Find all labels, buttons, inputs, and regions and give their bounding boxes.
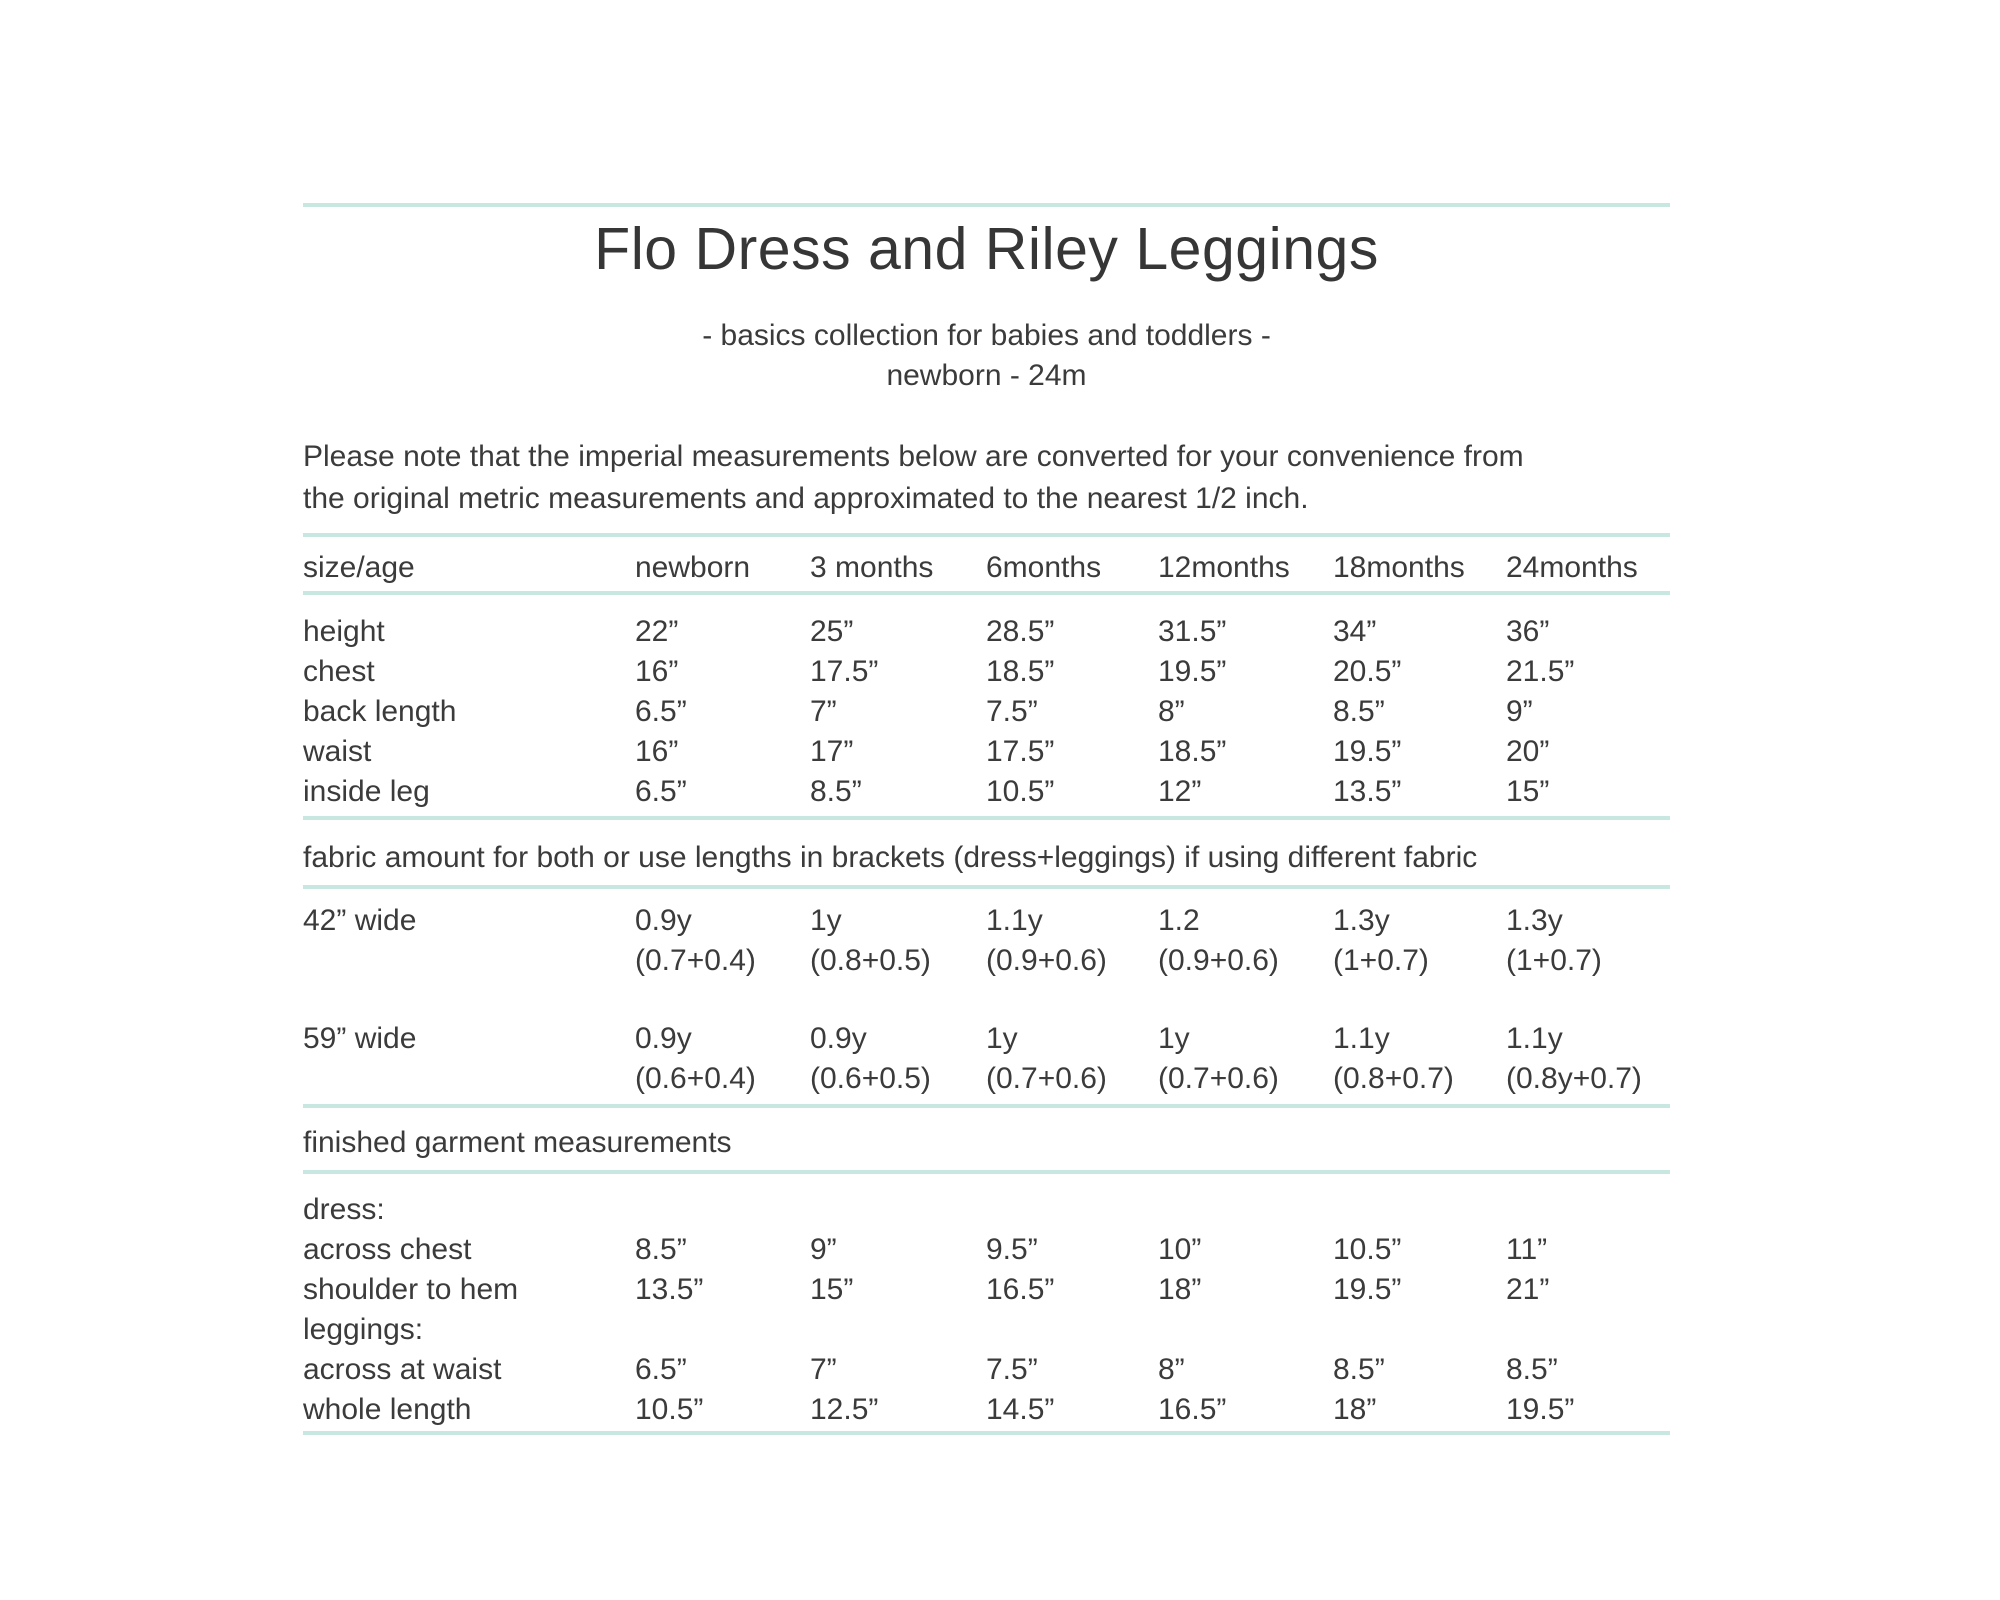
divider-above-finished-section xyxy=(303,1104,1670,1108)
fabric-amount: 1.1y xyxy=(1506,1022,1563,1055)
table-cell: 9” xyxy=(810,1233,837,1266)
conversion-note xyxy=(303,436,1670,520)
table-cell: 21” xyxy=(1506,1273,1550,1306)
row-label: 59” wide xyxy=(303,1022,417,1055)
subtitle-size-range: newborn - 24m xyxy=(886,359,1087,392)
table-row-across-at-waist xyxy=(303,1350,1670,1390)
table-row-chest xyxy=(303,652,1670,692)
table-cell xyxy=(986,1019,1158,1099)
table-cell xyxy=(810,1019,986,1099)
table-cell xyxy=(635,1019,810,1099)
table-cell xyxy=(1158,901,1333,981)
fabric-bracket: (0.6+0.4) xyxy=(635,1062,756,1095)
table-cell: 6.5” xyxy=(635,1353,687,1386)
table-cell: 12.5” xyxy=(810,1393,879,1426)
table-cell: 8” xyxy=(1158,695,1185,728)
table-cell xyxy=(986,901,1158,981)
table-row-back-length xyxy=(303,692,1670,732)
fabric-bracket: (0.7+0.4) xyxy=(635,944,756,977)
table-cell: 13.5” xyxy=(635,1273,704,1306)
divider-below-size-header xyxy=(303,591,1670,595)
table-cell: 9” xyxy=(1506,695,1533,728)
table-cell: 8.5” xyxy=(635,1233,687,1266)
table-cell: 16” xyxy=(635,735,679,768)
table-row-42-wide xyxy=(303,901,1670,981)
table-cell: 34” xyxy=(1333,615,1377,648)
fabric-amount: 1.1y xyxy=(986,904,1043,937)
table-cell: 15” xyxy=(1506,775,1550,808)
table-cell: 8.5” xyxy=(1333,695,1385,728)
table-cell: 10.5” xyxy=(635,1393,704,1426)
fabric-amount: 0.9y xyxy=(810,1022,867,1055)
fabric-amount: 1y xyxy=(810,904,842,937)
finished-table-body xyxy=(303,1190,1670,1430)
column-header-size-age: size/age xyxy=(303,551,415,584)
divider-below-finished-title xyxy=(303,1170,1670,1174)
divider-bottom xyxy=(303,1431,1670,1435)
fabric-amount: 1.2 xyxy=(1158,904,1200,937)
table-cell: 17.5” xyxy=(810,655,879,688)
table-cell: 25” xyxy=(810,615,854,648)
table-cell: 11” xyxy=(1506,1233,1548,1266)
table-cell: 18.5” xyxy=(986,655,1055,688)
size-table-body xyxy=(303,612,1670,812)
fabric-bracket: (0.6+0.5) xyxy=(810,1062,931,1095)
table-cell: 10.5” xyxy=(1333,1233,1402,1266)
table-cell xyxy=(1333,1019,1506,1099)
table-cell: 21.5” xyxy=(1506,655,1575,688)
fabric-amount: 1.1y xyxy=(1333,1022,1390,1055)
table-cell: 10” xyxy=(1158,1233,1202,1266)
fabric-bracket: (1+0.7) xyxy=(1506,944,1602,977)
table-cell: 12” xyxy=(1158,775,1202,808)
fabric-section-title: fabric amount for both or use lengths in brackets (dress+leggings) if using different fabric xyxy=(303,841,1478,874)
table-cell: 6.5” xyxy=(635,775,687,808)
table-row-across-chest xyxy=(303,1230,1670,1270)
row-label: whole length xyxy=(303,1393,472,1426)
row-label: chest xyxy=(303,655,375,688)
conversion-note-line2: the original metric measurements and approximated to the nearest 1/2 inch. xyxy=(303,482,1309,515)
fabric-bracket: (0.9+0.6) xyxy=(986,944,1107,977)
table-cell: 17.5” xyxy=(986,735,1055,768)
table-cell: 8.5” xyxy=(1333,1353,1385,1386)
table-cell: 19.5” xyxy=(1333,735,1402,768)
column-header-18-months: 18months xyxy=(1333,551,1465,584)
fabric-bracket: (0.7+0.6) xyxy=(986,1062,1107,1095)
table-cell xyxy=(1506,901,1670,981)
table-cell: 31.5” xyxy=(1158,615,1227,648)
table-cell: 18” xyxy=(1333,1393,1377,1426)
row-label: height xyxy=(303,615,385,648)
fabric-amount: 0.9y xyxy=(635,904,692,937)
column-header-6-months: 6months xyxy=(986,551,1102,584)
table-cell: 16” xyxy=(635,655,679,688)
fabric-bracket: (0.8+0.5) xyxy=(810,944,931,977)
finished-section-title: finished garment measurements xyxy=(303,1126,732,1159)
table-cell: 16.5” xyxy=(1158,1393,1227,1426)
table-cell xyxy=(635,901,810,981)
table-cell: 8” xyxy=(1158,1353,1185,1386)
subtitle-collection: - basics collection for babies and toddlers - xyxy=(702,319,1271,352)
size-chart-document xyxy=(303,0,1670,1600)
table-cell: 18” xyxy=(1158,1273,1202,1306)
table-cell: 13.5” xyxy=(1333,775,1402,808)
table-row-59-wide xyxy=(303,1019,1670,1099)
row-label: back length xyxy=(303,695,457,728)
table-cell: 20” xyxy=(1506,735,1550,768)
table-cell: 17” xyxy=(810,735,854,768)
row-label: 42” wide xyxy=(303,904,417,937)
group-label: dress: xyxy=(303,1193,385,1226)
table-cell: 19.5” xyxy=(1506,1393,1575,1426)
column-header-newborn: newborn xyxy=(635,551,751,584)
group-label: leggings: xyxy=(303,1313,424,1346)
table-row-height xyxy=(303,612,1670,652)
table-cell: 16.5” xyxy=(986,1273,1055,1306)
table-cell: 7.5” xyxy=(986,695,1038,728)
table-row-whole-length xyxy=(303,1390,1670,1430)
size-table-header-row xyxy=(303,548,1670,588)
fabric-amount: 0.9y xyxy=(635,1022,692,1055)
table-cell xyxy=(1158,1019,1333,1099)
divider-above-fabric-section xyxy=(303,816,1670,820)
fabric-amount: 1y xyxy=(1158,1022,1190,1055)
table-cell xyxy=(1506,1019,1670,1099)
table-cell xyxy=(810,901,986,981)
row-label: across at waist xyxy=(303,1353,502,1386)
table-cell: 19.5” xyxy=(1158,655,1227,688)
fabric-amount: 1.3y xyxy=(1333,904,1390,937)
table-cell: 10.5” xyxy=(986,775,1055,808)
table-row-shoulder-to-hem xyxy=(303,1270,1670,1310)
table-cell: 7” xyxy=(810,695,837,728)
table-cell: 20.5” xyxy=(1333,655,1402,688)
page-title: Flo Dress and Riley Leggings xyxy=(594,216,1379,282)
table-cell: 8.5” xyxy=(1506,1353,1558,1386)
fabric-bracket: (0.9+0.6) xyxy=(1158,944,1279,977)
row-label: inside leg xyxy=(303,775,430,808)
row-label: across chest xyxy=(303,1233,472,1266)
column-header-3-months: 3 months xyxy=(810,551,934,584)
table-cell: 14.5” xyxy=(986,1393,1055,1426)
row-label: waist xyxy=(303,735,372,768)
row-label: shoulder to hem xyxy=(303,1273,519,1306)
table-cell: 7.5” xyxy=(986,1353,1038,1386)
table-cell xyxy=(1333,901,1506,981)
table-row-leggings-group xyxy=(303,1310,1670,1350)
fabric-bracket: (0.8y+0.7) xyxy=(1506,1062,1642,1095)
fabric-bracket: (0.7+0.6) xyxy=(1158,1062,1279,1095)
column-header-24-months: 24months xyxy=(1506,551,1638,584)
table-cell: 22” xyxy=(635,615,679,648)
table-row-dress-group xyxy=(303,1190,1670,1230)
fabric-bracket: (1+0.7) xyxy=(1333,944,1429,977)
fabric-amount: 1.3y xyxy=(1506,904,1563,937)
conversion-note-line1: Please note that the imperial measurements below are converted for your convenience from xyxy=(303,440,1524,473)
fabric-bracket: (0.8+0.7) xyxy=(1333,1062,1454,1095)
divider-above-size-table xyxy=(303,533,1670,537)
table-cell: 19.5” xyxy=(1333,1273,1402,1306)
divider-below-fabric-title xyxy=(303,885,1670,889)
table-cell: 36” xyxy=(1506,615,1550,648)
table-row-inside-leg xyxy=(303,772,1670,812)
table-cell: 8.5” xyxy=(810,775,862,808)
table-row-waist xyxy=(303,732,1670,772)
table-cell: 15” xyxy=(810,1273,854,1306)
divider-top xyxy=(303,203,1670,207)
column-header-12-months: 12months xyxy=(1158,551,1290,584)
table-cell: 6.5” xyxy=(635,695,687,728)
table-cell: 28.5” xyxy=(986,615,1055,648)
table-cell: 9.5” xyxy=(986,1233,1038,1266)
fabric-amount: 1y xyxy=(986,1022,1018,1055)
table-cell: 7” xyxy=(810,1353,837,1386)
table-cell: 18.5” xyxy=(1158,735,1227,768)
